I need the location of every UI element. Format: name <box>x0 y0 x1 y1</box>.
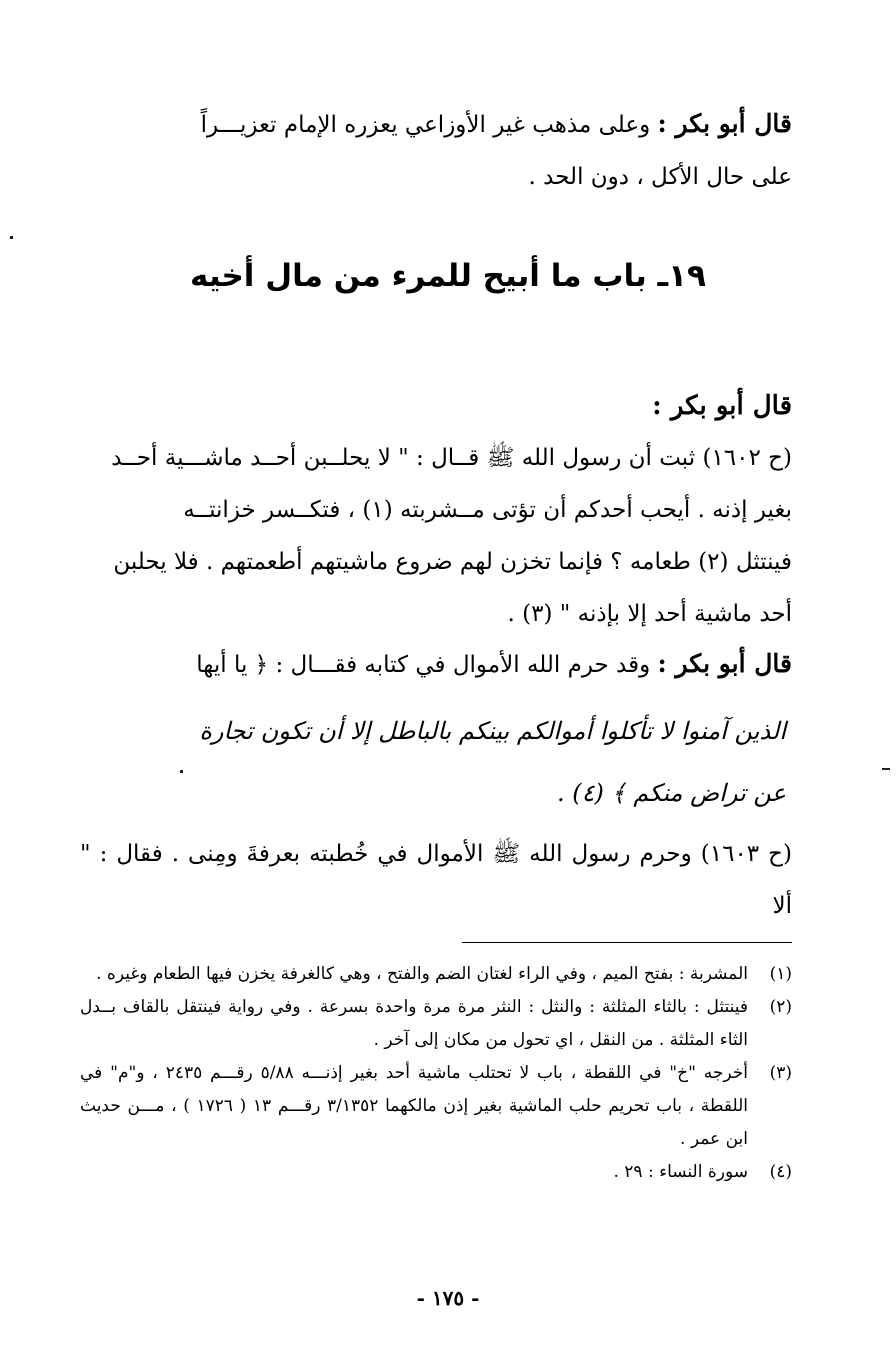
quran-verse <box>80 700 786 824</box>
footnote-3 <box>80 1057 792 1156</box>
hadith-1-line-2: بغير إذنه . أيحب أحدكم أن تؤتى مــشربته (١) ، فتكــسر خزانتــه <box>183 497 792 523</box>
paragraph-1-text: وعلى مذهب غير الأوزاعي يعزره الإمام تعزيـــراً <box>200 112 651 138</box>
hadith-1-line-4: أحد ماشية أحد إلا بإذنه " (٣) . <box>507 601 792 627</box>
speaker-label: قال أبو بكر : <box>657 109 792 138</box>
footnote-text: أخرجه "خ" في اللقطة ، باب لا تحتلب ماشية أحد بغير إذنـــه ٥/٨٨ رقـــم ٢٤٣٥ ، و"م" في اللقطة ، باب تحريم حلب الماشية بغير إذن مالكهما ٣/١٣٥٢ رقـــم ١٣ ( ١٧٢٦ ) ، مـــن حديث ابن عمر . <box>80 1063 749 1149</box>
hadith-2-line-1: (ح ١٦٠٣) وحرم رسول الله ﷺ الأموال في خُطبته بعرفةَ ومِنى . فقال : " ألا <box>80 841 792 919</box>
subheading-1-text: قال أبو بكر : <box>652 391 792 421</box>
scan-speck <box>180 770 183 773</box>
speaker-label-2: قال أبو بكر : <box>657 649 792 678</box>
hadith-1602 <box>80 432 792 640</box>
hadith-1-line-3: فينتثل (٢) طعامه ؟ فإنما تخزن لهم ضروع ماشيتهم أطعمتهم . فلا يحلبن <box>113 549 792 575</box>
scan-speck <box>882 768 890 770</box>
footnote-number: (٢) <box>769 997 792 1017</box>
footnote-text: المشربة : بفتح الميم ، وفي الراء لغتان الضم والفتح ، وهي كالغرفة يخزن فيها الطعام وغيره . <box>96 964 748 984</box>
footnote-1 <box>80 958 792 991</box>
footnote-number: (٤) <box>769 1162 792 1182</box>
paragraph-1-line-2: على حال الأكل ، دون الحد . <box>528 164 792 190</box>
paragraph-2 <box>80 638 792 691</box>
verse-line-2: عن تراض منكم ﴾ (٤) . <box>557 779 786 807</box>
footnote-2 <box>80 991 792 1057</box>
paragraph-2-text: وقد حرم الله الأموال في كتابه فقـــال : ﴿ يا أيها <box>196 652 651 678</box>
footnote-text: فينتثل : بالثاء المثلثة : والنثل : النثر مرة مرة واحدة بسرعة . وفي رواية فينتقل بالقاف بــدل الثاء المثلثة . من النقل ، اي تحول من مكان إلى آخر . <box>80 997 748 1050</box>
footnote-text: سورة النساء : ٢٩ . <box>613 1162 748 1182</box>
chapter-heading: ١٩ـ باب ما أبيح للمرء من مال أخيه <box>190 258 706 294</box>
verse-line-1: الذين آمنوا لا تأكلوا أموالكم بينكم بالباطل إلا أن تكون تجارة <box>199 717 786 745</box>
page-number: - ١٧٥ - <box>416 1286 480 1310</box>
scan-speck <box>10 236 13 239</box>
footnote-number: (١) <box>769 964 792 984</box>
subheading-1 <box>80 380 792 433</box>
paragraph-1 <box>80 98 792 203</box>
footnote-divider <box>462 942 792 943</box>
footnotes <box>80 958 792 1189</box>
paragraph-1-line-1 <box>80 98 792 151</box>
hadith-1603 <box>80 828 792 932</box>
footnote-number: (٣) <box>769 1063 792 1083</box>
footnote-4 <box>80 1156 792 1189</box>
hadith-1-line-1: (ح ١٦٠٢) ثبت أن رسول الله ﷺ قــال : " لا يحلــبن أحــد ماشـــية أحــد <box>111 445 792 471</box>
